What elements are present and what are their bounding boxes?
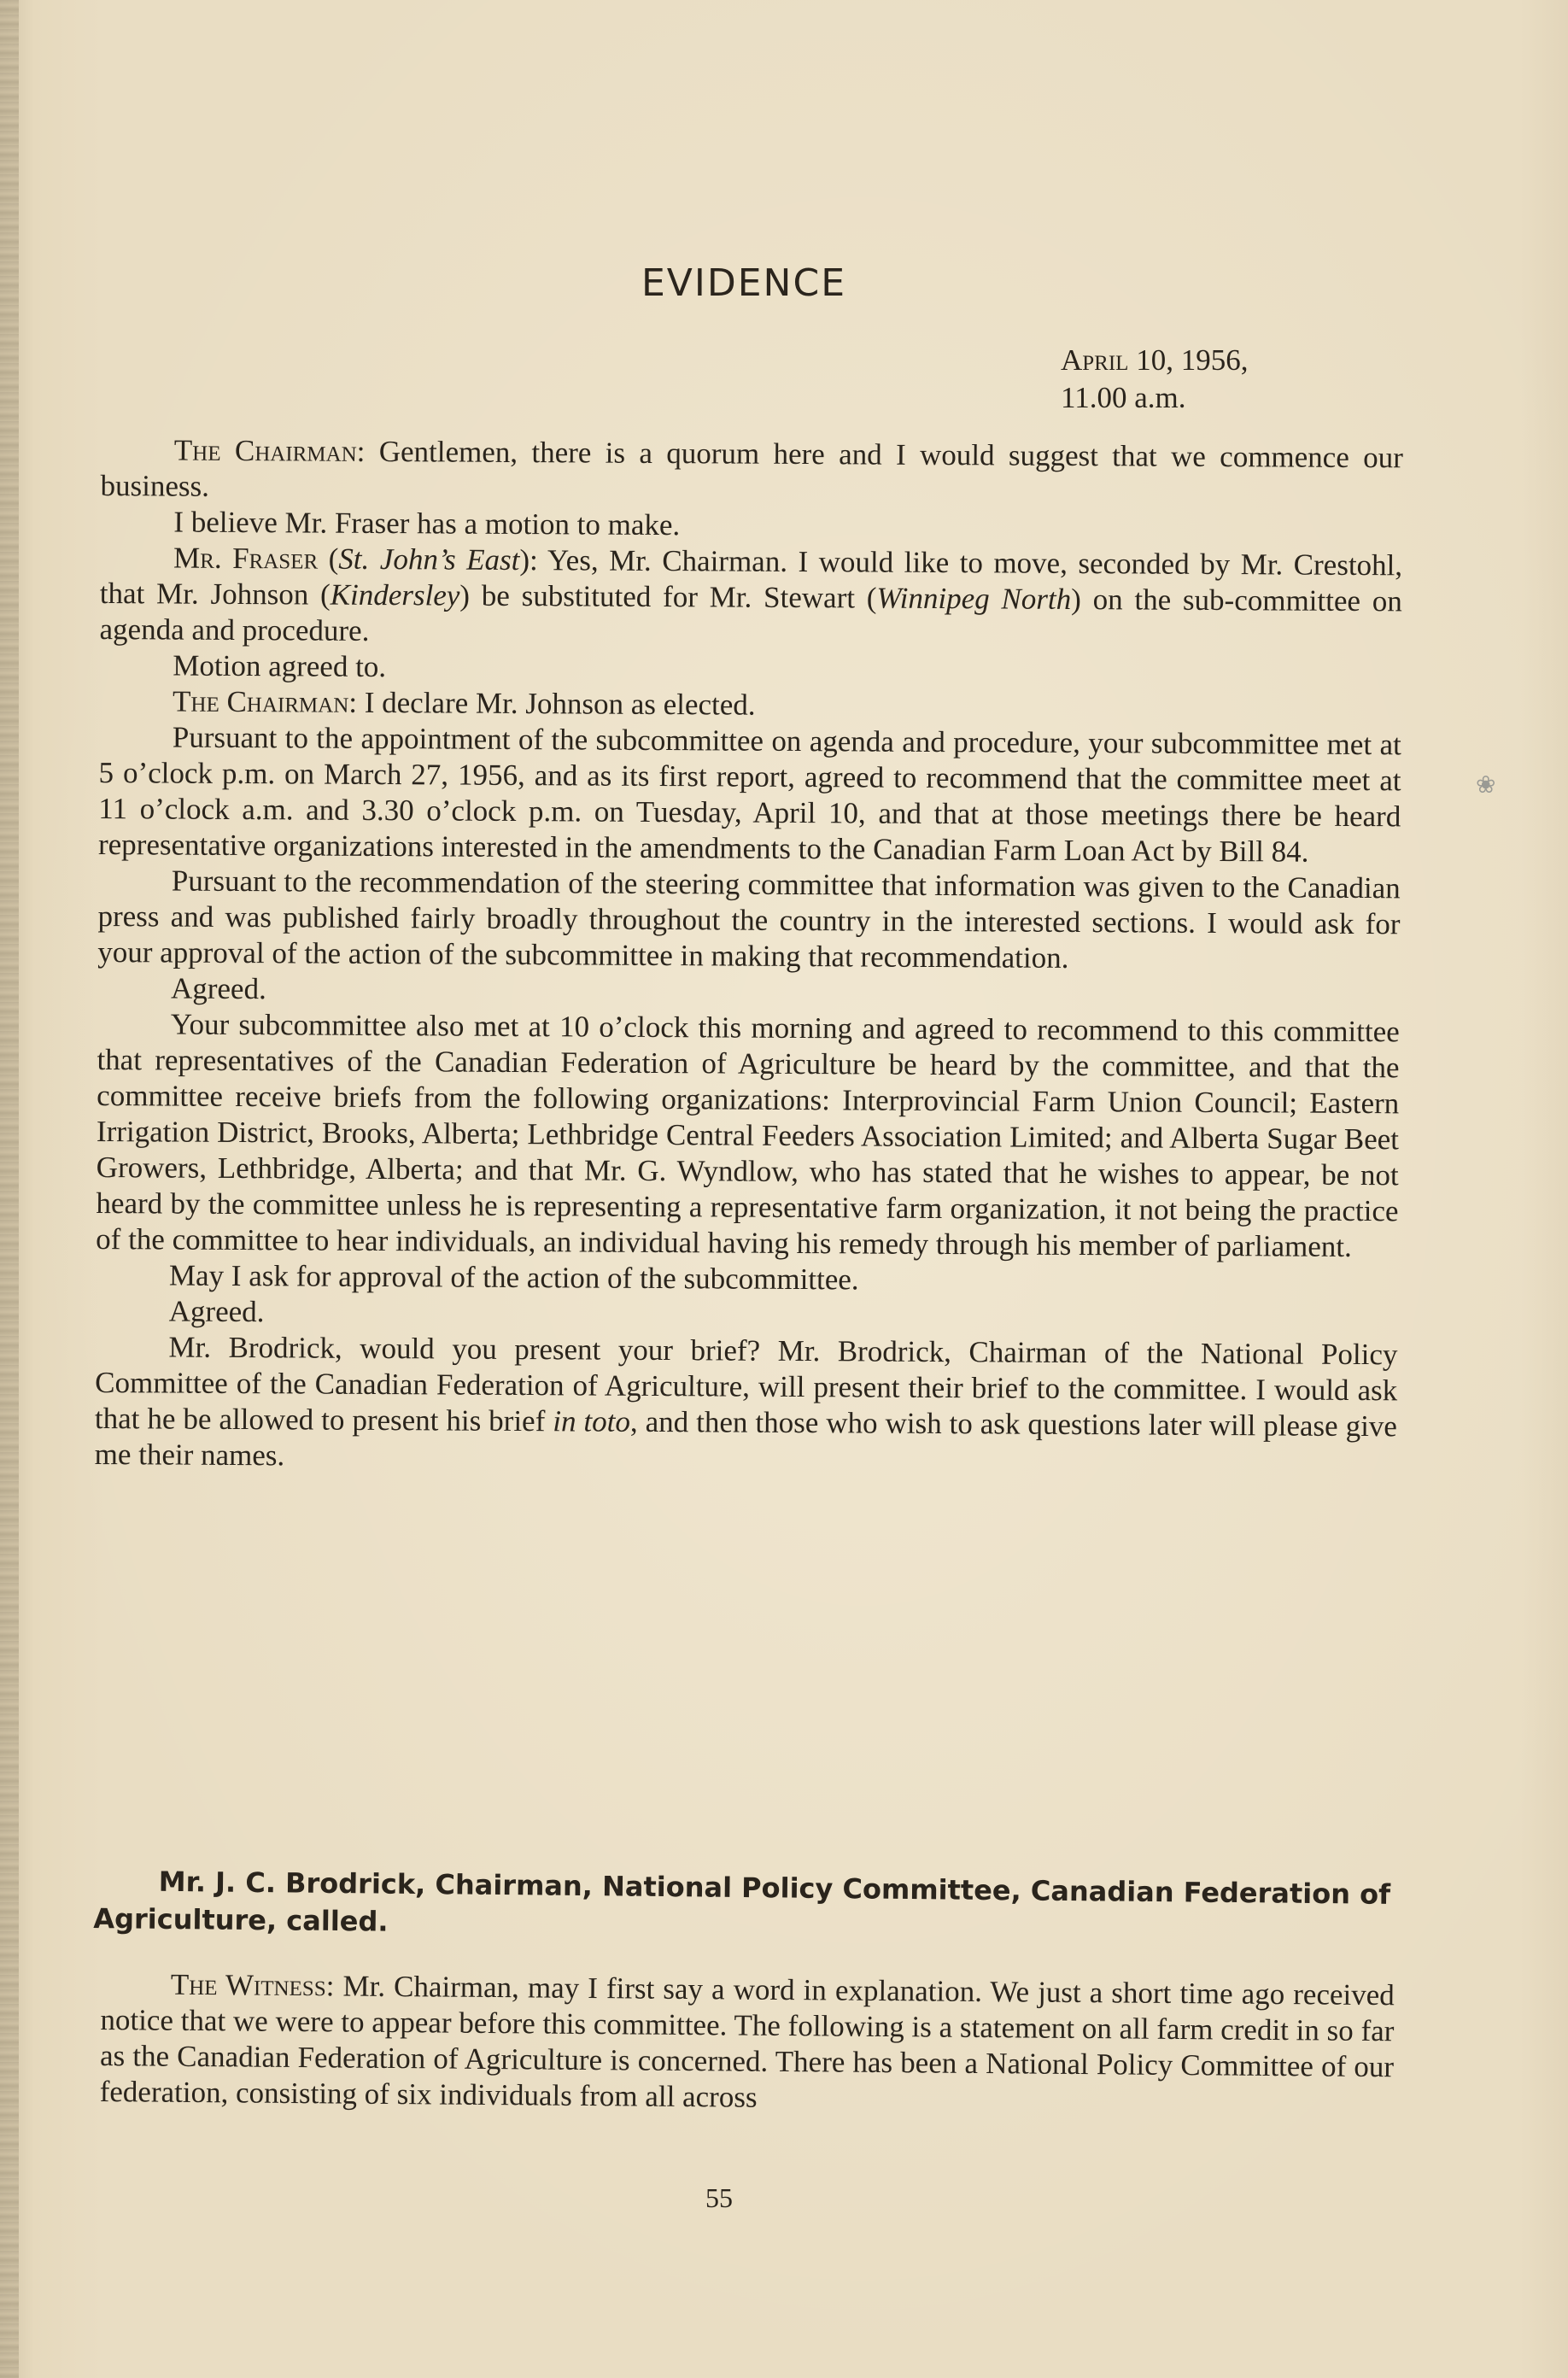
- riding-name: Winnipeg North: [876, 581, 1072, 616]
- paragraph: I believe Mr. Fraser has a motion to make.: [173, 505, 681, 542]
- page-binding-edge: [0, 0, 19, 2378]
- paragraph-text: : Yes, Mr. Chairman. I would like to move, seconded by Mr. Crestohl, that Mr. Johnson (: [99, 543, 1403, 612]
- paragraph-text: ) on the sub-committee on agenda and procedure.: [99, 582, 1402, 647]
- speaker-label: The Witness:: [170, 1967, 335, 2003]
- page-title: EVIDENCE: [641, 261, 846, 305]
- italic-phrase: in toto: [553, 1404, 631, 1438]
- proceedings-text: [95, 432, 1403, 1480]
- session-date: April 10, 1956,: [1061, 343, 1249, 377]
- paragraph-text: , and then those who wish to ask questions later will please give me their names.: [94, 1404, 1398, 1473]
- session-time: 11.00 a.m.: [1061, 381, 1186, 414]
- riding-name: Kindersley: [330, 577, 460, 612]
- paragraph-text: ) be substituted for Mr. Stewart (: [459, 578, 877, 615]
- paragraph-text: I declare Mr. Johnson as elected.: [356, 685, 756, 722]
- page-number: 55: [705, 2182, 733, 2213]
- paragraph-text: Gentlemen, there is a quorum here and I would suggest that we commence our business.: [100, 434, 1403, 503]
- paragraph: [95, 1329, 1398, 1480]
- paragraph: Mr. Fraser (St. John’s East): Yes, Mr. Chairman. I would like to move, seconded by Mr. Crestohl, that Mr. Johnson (Kindersley) be substituted for Mr. Stewart (Winnipeg North) on the sub-committee on agenda and procedure.: [99, 541, 1403, 647]
- speaker-label: Mr. Fraser: [173, 541, 319, 576]
- witness-heading: [93, 1862, 1394, 1951]
- paragraph-text: Mr. Brodrick, would you present your brief? Mr. Brodrick, Chairman of the National Policy Committee of the Canadian Federation of Agriculture, will present their brief to the committee. I would ask that he be allowed to present his brief: [94, 1330, 1398, 1438]
- paragraph: [100, 1966, 1395, 2121]
- paragraph: Agreed.: [170, 971, 266, 1006]
- paragraph: Your subcommittee also met at 10 o’clock this morning and agreed to recommend to this committee that representatives of the Canadian Federation of Agriculture be heard by the committee, and that the committee receive briefs from the following organizations: Interprovincial Farm Union Council; Eastern Irrigation District, Brooks, Alberta; Lethbridge Central Feeders Association Limited; and Alberta Sugar Beet Growers, Lethbridge, Alberta; and that Mr. G. Wyndlow, who has stated that he wishes to appear, be not heard by the committee unless he is representing a representative farm organization, it not being the practice of the committee to hear individuals, an individual having his remedy through his member of parliament.: [96, 1007, 1400, 1263]
- paragraph: Pursuant to the appointment of the subcommittee on agenda and procedure, your subcommittee met at 5 o’clock p.m. on March 27, 1956, and as its first report, agreed to recommend that the committee meet at 11 o’clock a.m. and 3.30 o’clock p.m. on Tuesday, April 10, and that at those meetings there be heard representative organizations interested in the amendments to the Canadian Farm Loan Act by Bill 84.: [97, 720, 1401, 869]
- paragraph: Motion agreed to.: [173, 648, 387, 684]
- witness-heading-text: Mr. J. C. Brodrick, Chairman, National Policy Committee, Canadian Federation of Agriculture, called.: [93, 1865, 1391, 1938]
- scan-artifact-icon: ❀: [1476, 770, 1496, 799]
- witness-testimony: [100, 1966, 1395, 2121]
- riding-name: St. John’s East: [338, 542, 520, 577]
- paragraph: Agreed.: [168, 1294, 265, 1329]
- speaker-label: The Chairman:: [173, 433, 366, 468]
- paragraph: May I ask for approval of the action of the subcommittee.: [168, 1258, 859, 1297]
- date-block: [1061, 342, 1248, 417]
- paragraph: [100, 432, 1402, 512]
- paragraph: Pursuant to the recommendation of the steering committee that information was given to the Canadian press and was published fairly broadly throughout the country in the interested sections. I would ask for your approval of the action of the subcommittee in making that recommendation.: [97, 864, 1401, 975]
- speaker-label: The Chairman:: [172, 684, 358, 719]
- paragraph-text: Mr. Chairman, may I first say a word in explanation. We just a short time ago received notice that we were to appear before this committee. The following is a statement on all farm credit in so far as the Canadian Federation of Agriculture is concerned. There has been a National Policy Committee of our federation, consisting of six individuals from all across: [99, 1969, 1395, 2114]
